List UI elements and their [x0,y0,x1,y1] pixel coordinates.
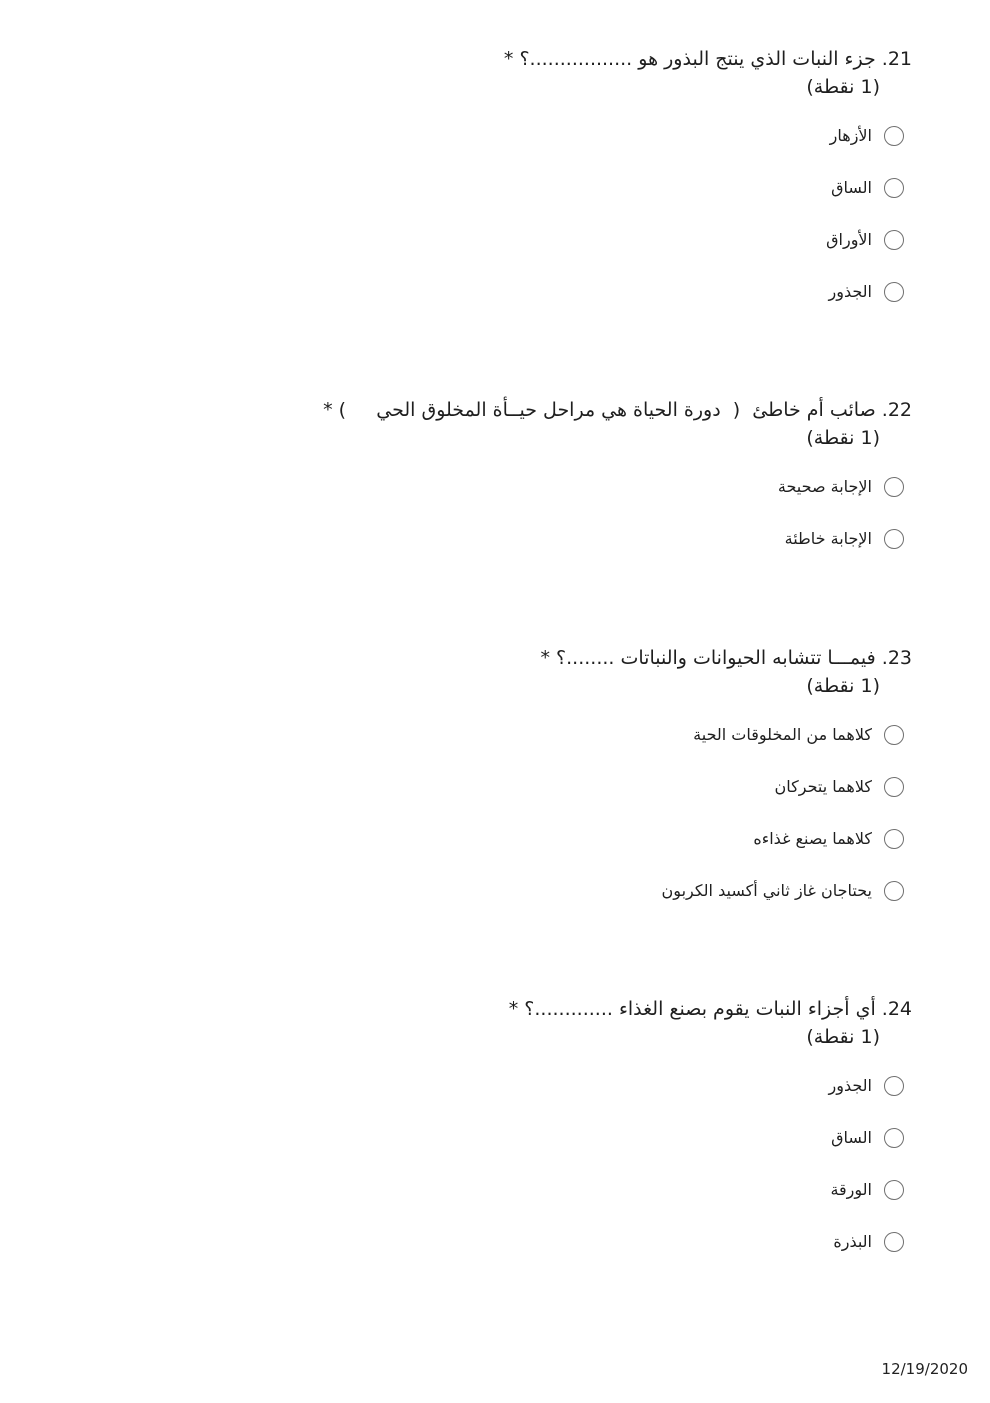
option-label: الأزهار [829,126,872,145]
option-living-things[interactable] [152,724,904,776]
question-title: 22. صائب أم خاطئ ( دورة الحياة هي مراحل حيــأة المخلوق الحي ) * [323,399,912,421]
question-points: (1 نقطة) [806,76,880,98]
radio-button[interactable] [884,477,904,497]
option-label: كلاهما من المخلوقات الحية [693,725,872,744]
options-group [152,1075,912,1283]
option-label: كلاهما يتحركان [774,777,872,796]
option-false[interactable] [152,528,904,580]
radio-button[interactable] [884,1180,904,1200]
radio-button[interactable] [884,725,904,745]
radio-button[interactable] [884,1232,904,1252]
question-23 [152,644,912,932]
question-points: (1 نقطة) [806,675,880,697]
option-leaf[interactable] [152,1179,904,1231]
radio-button[interactable] [884,881,904,901]
question-21 [152,45,912,333]
question-24 [152,995,912,1283]
option-label: الورقة [830,1180,872,1199]
options-group [152,125,912,333]
option-label: البذرة [833,1232,872,1251]
option-both-make-food[interactable] [152,828,904,880]
radio-button[interactable] [884,282,904,302]
option-stem[interactable] [152,177,904,229]
option-label: الجذور [828,1076,872,1095]
question-points: (1 نقطة) [806,427,880,449]
radio-button[interactable] [884,230,904,250]
option-leaves[interactable] [152,229,904,281]
options-group [152,476,912,580]
option-roots[interactable] [152,281,904,333]
option-label: الأوراق [826,230,872,249]
radio-button[interactable] [884,178,904,198]
option-true[interactable] [152,476,904,528]
question-title: 23. فيمـــا تتشابه الحيوانات والنباتات ........؟ * [540,647,912,669]
options-group [152,724,912,932]
option-label: الساق [831,1128,872,1147]
option-stem[interactable] [152,1127,904,1179]
option-label: الجذور [828,282,872,301]
question-22 [152,396,912,580]
radio-button[interactable] [884,1076,904,1096]
radio-button[interactable] [884,1128,904,1148]
option-label: يحتاجان غاز ثاني أكسيد الكربون [661,881,872,900]
option-seed[interactable] [152,1231,904,1283]
option-label: الإجابة صحيحة [777,477,872,496]
print-date: 12/19/2020 [881,1360,968,1378]
radio-button[interactable] [884,777,904,797]
option-both-move[interactable] [152,776,904,828]
option-label: الساق [831,178,872,197]
radio-button[interactable] [884,126,904,146]
option-label: الإجابة خاطئة [784,529,872,548]
option-roots[interactable] [152,1075,904,1127]
option-label: كلاهما يصنع غذاءه [753,829,872,848]
question-points: (1 نقطة) [806,1026,880,1048]
radio-button[interactable] [884,829,904,849]
option-flowers[interactable] [152,125,904,177]
radio-button[interactable] [884,529,904,549]
option-need-co2[interactable] [152,880,904,932]
question-title: 21. جزء النبات الذي ينتج البذور هو .................؟ * [503,48,912,70]
question-title: 24. أي أجزاء النبات يقوم بصنع الغذاء .............؟ * [508,998,912,1020]
